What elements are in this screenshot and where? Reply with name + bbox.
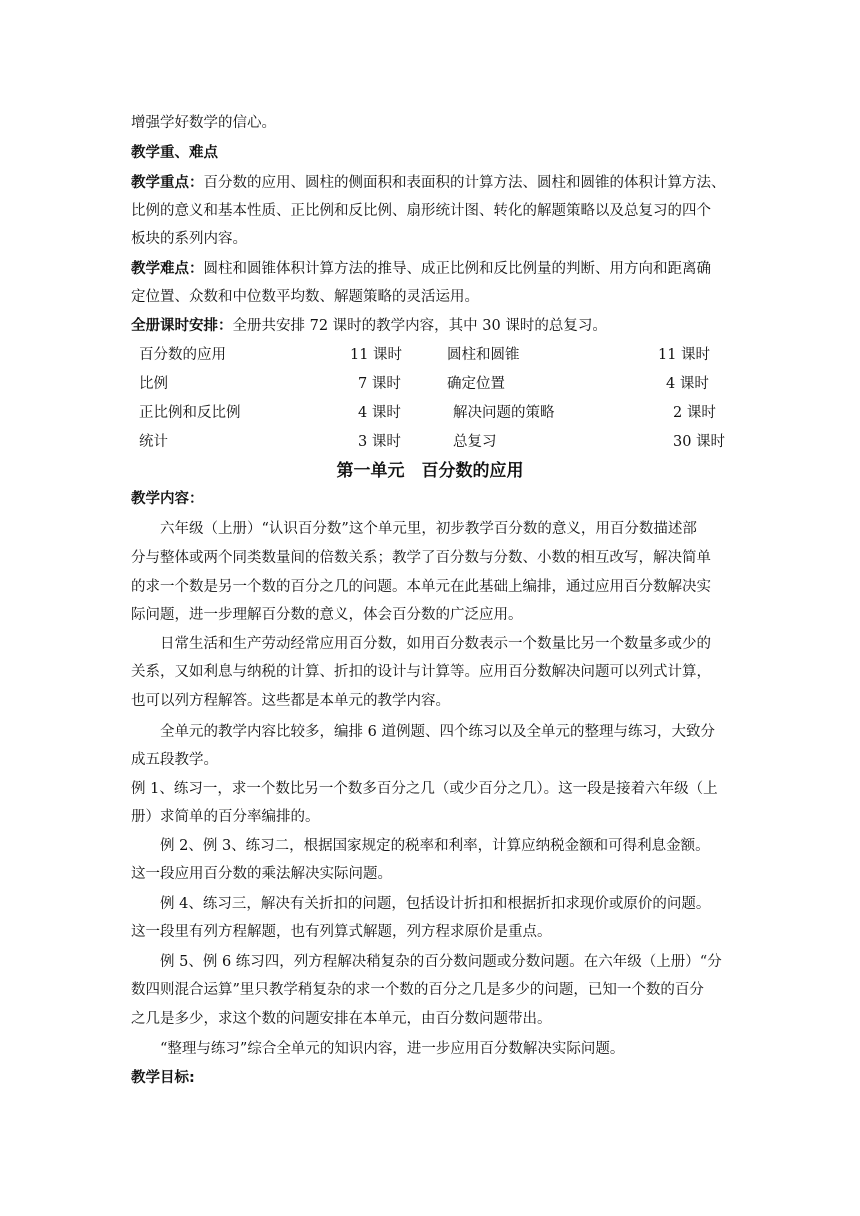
schedule-topic: 统计: [139, 434, 168, 450]
paragraph-line: 册）求简单的百分率编排的。: [131, 809, 320, 825]
unit-title: 第一单元 百分数的应用: [336, 461, 524, 481]
paragraph-line: 日常生活和生产劳动经常应用百分数，如用百分数表示一个数量比另一个数量多或少的: [160, 636, 711, 652]
schedule-hours: 11 课时: [350, 347, 403, 363]
schedule-hours: 4 课时: [666, 376, 709, 392]
section-heading: 教学目标:: [131, 1070, 195, 1086]
schedule-topic: 总复习: [453, 434, 497, 450]
schedule-label: 全册课时安排：: [131, 318, 233, 334]
text-line: 教学难点：圆柱和圆锥体积计算方法的推导、成正比例和反比例量的判断、用方向和距离确: [131, 261, 711, 277]
schedule-hours: 4 课时: [358, 405, 401, 421]
text-line: 定位置、众数和中位数平均数、解题策略的灵活运用。: [131, 289, 479, 305]
paragraph-line: 六年级（上册）“认识百分数”这个单元里，初步教学百分数的意义，用百分数描述部: [160, 521, 697, 537]
paragraph-line: 例 2、例 3、练习二，根据国家规定的税率和利率，计算应纳税金额和可得利息金额。: [160, 838, 710, 854]
paragraph-line: 例 1、练习一，求一个数比另一个数多百分之几（或少百分之几）。这一段是接着六年级（上: [131, 781, 718, 797]
schedule-topic: 确定位置: [447, 376, 505, 392]
schedule-topic: 比例: [139, 376, 168, 392]
section-heading: 教学内容：: [131, 491, 204, 507]
text-line: 全册课时安排：全册共安排 72 课时的教学内容，其中 30 课时的总复习。: [131, 318, 607, 334]
paragraph-line: 之几是多少，求这个数的问题安排在本单元，由百分数问题带出。: [131, 1011, 552, 1027]
schedule-topic: 百分数的应用: [139, 347, 226, 363]
paragraph-line: 分与整体或两个同类数量间的倍数关系；教学了百分数与分数、小数的相互改写，解决简单: [131, 550, 711, 566]
paragraph-line: 成五段教学。: [131, 752, 218, 768]
paragraph-line: 数四则混合运算”里只教学稍复杂的求一个数的百分之几是多少的问题，已知一个数的百分: [131, 982, 704, 998]
text-line: 比例的意义和基本性质、正比例和反比例、扇形统计图、转化的解题策略以及总复习的四个: [131, 203, 711, 219]
section-heading: 教学重、难点: [131, 145, 218, 161]
paragraph-line: 也可以列方程解答。这些都是本单元的教学内容。: [131, 693, 450, 709]
paragraph-line: 例 5、例 6 练习四，列方程解决稍复杂的百分数问题或分数问题。在六年级（上册）“分: [160, 954, 722, 970]
schedule-hours: 30 课时: [673, 434, 726, 450]
paragraph-line: “整理与练习”综合全单元的知识内容，进一步应用百分数解决实际问题。: [160, 1041, 625, 1057]
schedule-hours: 2 课时: [673, 405, 716, 421]
schedule-hours: 11 课时: [658, 347, 711, 363]
paragraph-line: 的求一个数是另一个数的百分之几的问题。本单元在此基础上编排，通过应用百分数解决实: [131, 579, 711, 595]
text-line: 教学重点：百分数的应用、圆柱的侧面积和表面积的计算方法、圆柱和圆锥的体积计算方法、: [131, 175, 726, 191]
key-points-label: 教学重点：: [131, 175, 204, 191]
paragraph-line: 关系，又如利息与纳税的计算、折扣的设计与计算等。应用百分数解决问题可以列式计算，: [131, 664, 711, 680]
schedule-topic: 圆柱和圆锥: [447, 347, 520, 363]
paragraph-line: 这一段应用百分数的乘法解决实际问题。: [131, 866, 392, 882]
schedule-hours: 7 课时: [358, 376, 401, 392]
paragraph-line: 这一段里有列方程解题，也有列算式解题，列方程求原价是重点。: [131, 924, 552, 940]
schedule-topic: 正比例和反比例: [139, 405, 241, 421]
difficult-points-label: 教学难点：: [131, 261, 204, 277]
text-line: 板块的系列内容。: [131, 231, 247, 247]
paragraph-line: 际问题，进一步理解百分数的意义，体会百分数的广泛应用。: [131, 607, 523, 623]
paragraph-line: 全单元的教学内容比较多，编排 6 道例题、四个练习以及全单元的整理与练习，大致分: [160, 724, 715, 740]
paragraph-line: 例 4、练习三，解决有关折扣的问题，包括设计折扣和根据折扣求现价或原价的问题。: [160, 896, 711, 912]
text-line: 增强学好数学的信心。: [131, 115, 276, 131]
schedule-hours: 3 课时: [358, 434, 401, 450]
schedule-topic: 解决问题的策略: [453, 405, 555, 421]
